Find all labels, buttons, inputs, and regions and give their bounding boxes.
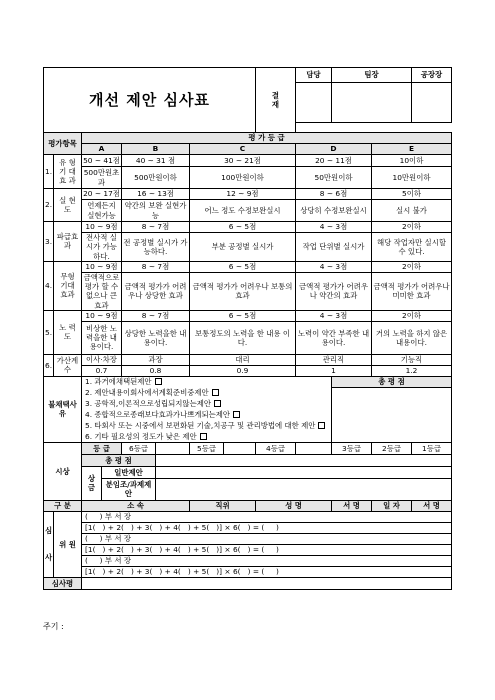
row3-range-b: 8 ~ 7점 bbox=[122, 222, 190, 233]
row2-number: 2. bbox=[44, 189, 54, 222]
checkbox-icon bbox=[214, 400, 221, 407]
multiplier-position-4: 관리직 bbox=[296, 354, 372, 365]
row1-range-b: 40 ~ 31 점 bbox=[122, 155, 190, 167]
reviewer-2-formula[interactable]: [1( ) + 2( ) + 3( ) + 4( ) + 5( )] × 6( ) = ( ) bbox=[82, 544, 452, 555]
row1-desc-e: 10만원이하 bbox=[372, 167, 452, 189]
award-grade-6: 6등급 bbox=[122, 442, 156, 454]
row4-range-d: 4 ~ 3점 bbox=[296, 261, 372, 272]
rejection-label: 불채택사유 bbox=[44, 376, 82, 442]
row2-range-e: 5이하 bbox=[372, 189, 452, 200]
row3-desc-c: 부분 공정별 실시가 bbox=[190, 233, 296, 262]
multiplier-value-4: 1 bbox=[296, 365, 372, 376]
checkbox-icon bbox=[318, 422, 325, 429]
multiplier-value-1: 0.7 bbox=[82, 365, 122, 376]
row4-desc-b: 금액적 평가가 어려우나 상당한 효과 bbox=[122, 272, 190, 310]
row5-number: 5. bbox=[44, 310, 54, 354]
award-prize-team: 분임조/과제제안 bbox=[102, 478, 156, 500]
rejection-total-label: 총 평 점 bbox=[332, 376, 452, 387]
award-prize-label: 상 금 bbox=[82, 466, 102, 500]
review-committee-label: 위 원 bbox=[54, 511, 82, 577]
multiplier-position-5: 기능직 bbox=[372, 354, 452, 365]
review-col-sign-2: 서 명 bbox=[412, 500, 452, 511]
row3-desc-e: 해당 작업자만 실시할 수 있다. bbox=[372, 233, 452, 262]
rejection-item-3[interactable]: 3. 공학적,이론적으로성립되지않는제안 bbox=[82, 398, 332, 409]
rejection-item-6[interactable]: 6. 기타 필요성의 정도가 낮은 제안 bbox=[82, 431, 332, 442]
review-summary-value[interactable] bbox=[82, 577, 452, 589]
rejection-item-2[interactable]: 2. 제안내용이회사에서계획준비중제안 bbox=[82, 387, 332, 398]
grade-a: A bbox=[82, 144, 122, 155]
approval-sign-team-lead[interactable] bbox=[332, 83, 412, 123]
row6-label: 가산계수 bbox=[54, 354, 82, 376]
checkbox-icon bbox=[212, 389, 219, 396]
checkbox-icon bbox=[200, 433, 207, 440]
award-grade-3: 3등급 bbox=[332, 442, 372, 454]
multiplier-position-2: 과장 bbox=[122, 354, 190, 365]
review-summary-label: 심사평 bbox=[44, 577, 82, 589]
row4-number: 4. bbox=[44, 261, 54, 310]
approval-sign-plant-manager[interactable] bbox=[412, 83, 452, 123]
footer-note: 주기 : bbox=[43, 622, 64, 631]
evaluation-table bbox=[43, 67, 452, 590]
row3-number: 3. bbox=[44, 222, 54, 262]
multiplier-value-2: 0.8 bbox=[122, 365, 190, 376]
reviewer-1-position[interactable]: ( ) 부 서 장 bbox=[82, 511, 452, 522]
award-total-value[interactable] bbox=[156, 454, 452, 466]
grade-c: C bbox=[190, 144, 296, 155]
row2-range-a: 20 ~ 17점 bbox=[83, 189, 120, 199]
row5-label: 노 력 도 bbox=[54, 310, 82, 354]
grade-b: B bbox=[122, 144, 190, 155]
multiplier-value-3: 0.9 bbox=[190, 365, 296, 376]
row1-range-a: 50 ~ 41점 bbox=[83, 155, 120, 165]
approval-label: 결 재 bbox=[256, 68, 296, 133]
row1-desc-d: 50만원이하 bbox=[296, 167, 372, 189]
award-total-label: 총 평 점 bbox=[82, 454, 156, 466]
award-grade-label: 등 급 bbox=[82, 442, 122, 454]
award-grade-5-value[interactable] bbox=[224, 442, 256, 454]
award-prize-general: 일반제안 bbox=[102, 466, 156, 478]
award-grade-2: 2등급 bbox=[372, 442, 412, 454]
row4-range-b: 8 ~ 7점 bbox=[122, 261, 190, 272]
award-prize-general-value[interactable] bbox=[156, 466, 452, 478]
row2-range-b: 16 ~ 13점 bbox=[122, 189, 190, 200]
grade-d: D bbox=[296, 144, 372, 155]
row3-range-c: 6 ~ 5점 bbox=[190, 222, 296, 233]
reviewer-2-position[interactable]: ( ) 부 서 장 bbox=[82, 533, 452, 544]
rejection-item-4[interactable]: 4. 종합적으로종래보다효과가나쁘게되는제안 bbox=[82, 409, 332, 420]
row3-range-d: 4 ~ 3점 bbox=[296, 222, 372, 233]
grade-header: 평 가 등 급 bbox=[82, 133, 452, 144]
row2-desc-b: 약간의 보완 실현가능 bbox=[122, 200, 190, 222]
rejection-total-value[interactable] bbox=[332, 387, 452, 442]
row4-desc-e: 금액적 평가가 어려우나 미미한 효과 bbox=[372, 272, 452, 310]
award-grade-4: 4등급 bbox=[256, 442, 296, 454]
row3-desc-b: 전 공정별 실시가 가능하다. bbox=[122, 233, 190, 262]
row6-number: 6. bbox=[44, 354, 54, 376]
approval-role-staff: 담당 bbox=[296, 68, 332, 83]
review-col-category: 구 분 bbox=[44, 500, 82, 511]
row2-desc-e: 실시 불가 bbox=[372, 200, 452, 222]
row5-range-d: 4 ~ 3점 bbox=[296, 310, 372, 321]
row3-range-a: 10 ~ 9점 bbox=[82, 222, 122, 233]
row4-range-c: 6 ~ 5점 bbox=[190, 261, 296, 272]
row3-label: 파급효과 bbox=[54, 222, 82, 262]
row2-label: 실 현 도 bbox=[54, 189, 82, 222]
award-label: 시상 bbox=[44, 442, 82, 500]
reviewer-3-position[interactable]: ( ) 부 서 장 bbox=[82, 555, 452, 566]
reviewer-1-formula[interactable]: [1( ) + 2( ) + 3( ) + 4( ) + 5( )] × 6( ) = ( ) bbox=[82, 522, 452, 533]
row5-desc-b: 상당한 노력을한 내용이다. bbox=[122, 321, 190, 354]
row5-range-b: 8 ~ 7점 bbox=[122, 310, 190, 321]
category-header: 평가항목 bbox=[44, 133, 82, 155]
row5-desc-c: 보통정도의 노력을 한 내용 이다. bbox=[190, 321, 296, 354]
row3-range-e: 2이하 bbox=[372, 222, 452, 233]
award-grade-5: 5등급 bbox=[190, 442, 224, 454]
row1-number: 1. bbox=[44, 155, 54, 189]
row5-desc-a: 비상한 노력을한 내용이다. bbox=[82, 321, 122, 354]
review-col-name: 성 명 bbox=[256, 500, 332, 511]
row4-range-a: 10 ~ 9점 bbox=[82, 261, 122, 272]
rejection-item-5[interactable]: 5. 타회사 또는 시중에서 보편화된 기술,치공구 및 관리방법에 대한 제안 bbox=[82, 420, 332, 431]
row2-desc-a: 언제든지 실현가능 bbox=[82, 200, 122, 222]
approval-role-team-lead: 팀장 bbox=[332, 68, 412, 83]
row2-range-d: 8 ~ 6점 bbox=[296, 189, 372, 200]
spacer bbox=[296, 123, 452, 133]
multiplier-position-3: 대리 bbox=[190, 354, 296, 365]
row5-desc-d: 노력이 약간 부족한 내용이다. bbox=[296, 321, 372, 354]
multiplier-position-1: 이사·차장 bbox=[82, 354, 122, 365]
row5-range-a: 10 ~ 9점 bbox=[82, 310, 122, 321]
approval-sign-staff[interactable] bbox=[296, 83, 332, 123]
reviewer-3-formula[interactable]: [1( ) + 2( ) + 3( ) + 4( ) + 5( )] × 6( ) = ( ) bbox=[82, 566, 452, 577]
award-grade-6-value[interactable] bbox=[156, 442, 190, 454]
row1-range-e: 10이하 bbox=[372, 155, 452, 167]
row3-desc-d: 작업 단위별 실시가 bbox=[296, 233, 372, 262]
row4-desc-a: 금액적으로 평가 할 수 없으나 큰 효과 bbox=[82, 272, 122, 310]
row1-range-d: 20 ~ 11점 bbox=[296, 155, 372, 167]
row2-desc-d: 상당히 수정보완실시 bbox=[296, 200, 372, 222]
grade-e: E bbox=[372, 144, 452, 155]
row2-range-c: 12 ~ 9점 bbox=[190, 189, 296, 200]
multiplier-value-5: 1.2 bbox=[372, 365, 452, 376]
review-label: 심 사 bbox=[44, 511, 54, 577]
row1-desc-a: 500만원초과 bbox=[82, 167, 122, 189]
review-col-position: 직위 bbox=[190, 500, 256, 511]
row4-label: 무형 기대 효과 bbox=[54, 261, 82, 310]
rejection-item-1[interactable]: 1. 과거에채택된제안 bbox=[82, 376, 332, 387]
row1-label: 유 형 기 대 효 과 bbox=[54, 155, 82, 189]
page-title: 개선 제안 심사표 bbox=[44, 68, 256, 133]
row1-range-c: 30 ~ 21점 bbox=[190, 155, 296, 167]
review-col-date: 일 자 bbox=[372, 500, 412, 511]
checkbox-icon bbox=[233, 411, 240, 418]
row4-desc-c: 금액적 평가가 어려우나 보통의 효과 bbox=[190, 272, 296, 310]
award-prize-team-value[interactable] bbox=[156, 478, 452, 500]
row1-desc-c: 100만원이하 bbox=[190, 167, 296, 189]
row5-range-c: 6 ~ 5점 bbox=[190, 310, 296, 321]
row5-range-e: 2이하 bbox=[372, 310, 452, 321]
row1-desc-b: 500만원이하 bbox=[122, 167, 190, 189]
row3-desc-a: 전사적 실시가 가능하다. bbox=[82, 233, 122, 262]
review-col-dept: 소 속 bbox=[82, 500, 190, 511]
checkbox-icon bbox=[155, 378, 162, 385]
row5-desc-e: 거의 노력을 하지 않은 내용이다. bbox=[372, 321, 452, 354]
award-grade-4-value[interactable] bbox=[296, 442, 332, 454]
review-col-sign: 서 명 bbox=[332, 500, 372, 511]
approval-role-plant-manager: 공장장 bbox=[412, 68, 452, 83]
row4-desc-d: 금액적 평가가 어려우나 약간의 효과 bbox=[296, 272, 372, 310]
award-grade-1: 1등급 bbox=[412, 442, 452, 454]
row2-desc-c: 어느 정도 수정보완실시 bbox=[190, 200, 296, 222]
row4-range-e: 2이하 bbox=[372, 261, 452, 272]
